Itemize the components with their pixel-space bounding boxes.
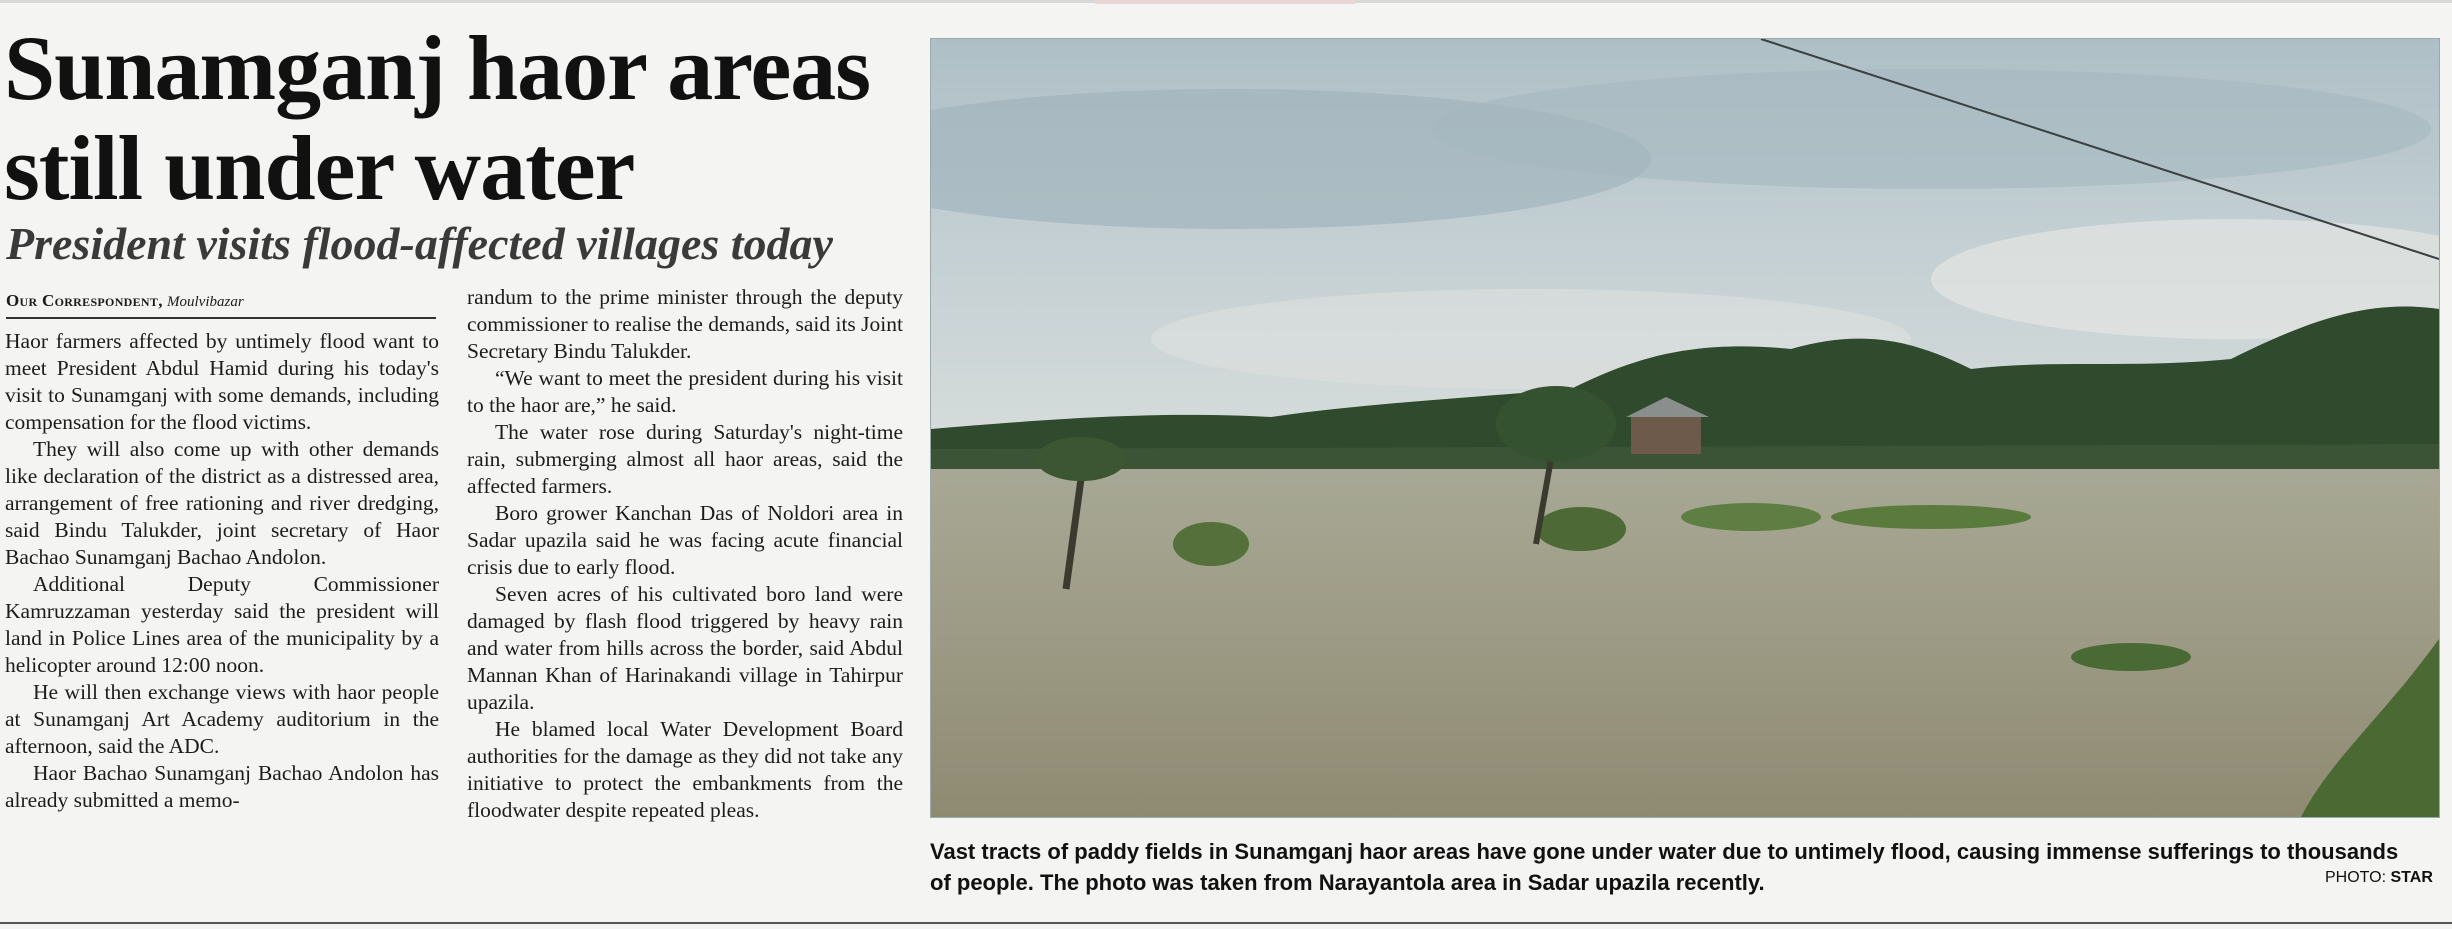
tree-crown xyxy=(1036,437,1126,481)
photo-credit-label: PHOTO: xyxy=(2325,869,2387,886)
grass-clump xyxy=(1173,522,1249,566)
photo-credit xyxy=(2325,869,2433,887)
headline-line-1: Sunamganj haor areas xyxy=(4,17,871,119)
paragraph: “We want to meet the president during his visit to the haor are,” he said. xyxy=(467,366,903,417)
paragraph: randum to the prime minister through the deputy commissioner to realise the demands, said its Joint Secretary Bindu Talukder. xyxy=(467,285,903,363)
house xyxy=(1631,414,1701,454)
grass-clump xyxy=(1536,507,1626,551)
headline xyxy=(4,18,904,218)
paragraph: Haor Bachao Sunamganj Bachao Andolon has already submitted a memo- xyxy=(5,761,439,812)
article-column-2 xyxy=(467,284,903,824)
paragraph: He will then exchange views with haor people at Sunamganj Art Academy auditorium in the afternoon, said the ADC. xyxy=(5,680,439,758)
paragraph: He blamed local Water Development Board authorities for the damage as they did not take any initiative to protect the embankments from the floodwater despite repeated pleas. xyxy=(467,717,903,822)
paragraph: Haor farmers affected by untimely flood want to meet President Abdul Hamid during his today's visit to Sunamganj with some demands, including compensation for the flood victims. xyxy=(5,329,439,434)
grass-clump xyxy=(1831,505,2031,529)
photo-credit-source: STAR xyxy=(2390,869,2433,886)
subheadline: President visits flood-affected villages today xyxy=(6,218,833,269)
bottom-rule xyxy=(0,922,2452,924)
paragraph: Boro grower Kanchan Das of Noldori area in Sadar upazila said he was facing acute financial crisis due to early flood. xyxy=(467,501,903,579)
byline-name: Our Correspondent, xyxy=(6,291,163,310)
byline-location: Moulvibazar xyxy=(167,294,244,310)
paragraph: Additional Deputy Commissioner Kamruzzaman yesterday said the president will land in Police Lines area of the municipality by a helicopter around 12:00 noon. xyxy=(5,572,439,677)
flood-scene-illustration xyxy=(931,39,2439,817)
tree-crown xyxy=(1496,386,1616,462)
byline xyxy=(6,290,436,319)
photo-caption: Vast tracts of paddy fields in Sunamganj haor areas have gone under water due to untimely flood, causing immense sufferings to thousands of people. The photo was taken from Narayantola area in Sadar upazila recently. xyxy=(930,839,2399,895)
paragraph: The water rose during Saturday's night-time rain, submerging almost all haor areas, said the affected farmers. xyxy=(467,420,903,498)
flood-photo xyxy=(930,38,2440,818)
paragraph: Seven acres of his cultivated boro land were damaged by flash flood triggered by heavy rain and water from hills across the border, said Abdul Mannan Khan of Harinakandi village in Tahirpur upazila. xyxy=(467,582,903,714)
headline-line-2: still under water xyxy=(4,117,635,219)
grass-clump xyxy=(1681,503,1821,531)
article-column-1 xyxy=(5,328,439,814)
top-section-mark xyxy=(1095,0,1355,4)
news-article xyxy=(0,0,912,929)
cloud xyxy=(1431,69,2431,189)
grass-clump xyxy=(2071,643,2191,671)
paragraph: They will also come up with other demands like declaration of the district as a distressed area, arrangement of free rationing and river dredging, said Bindu Talukder, joint secretary of Haor Bachao Sunamganj Bachao Andolon. xyxy=(5,437,439,569)
